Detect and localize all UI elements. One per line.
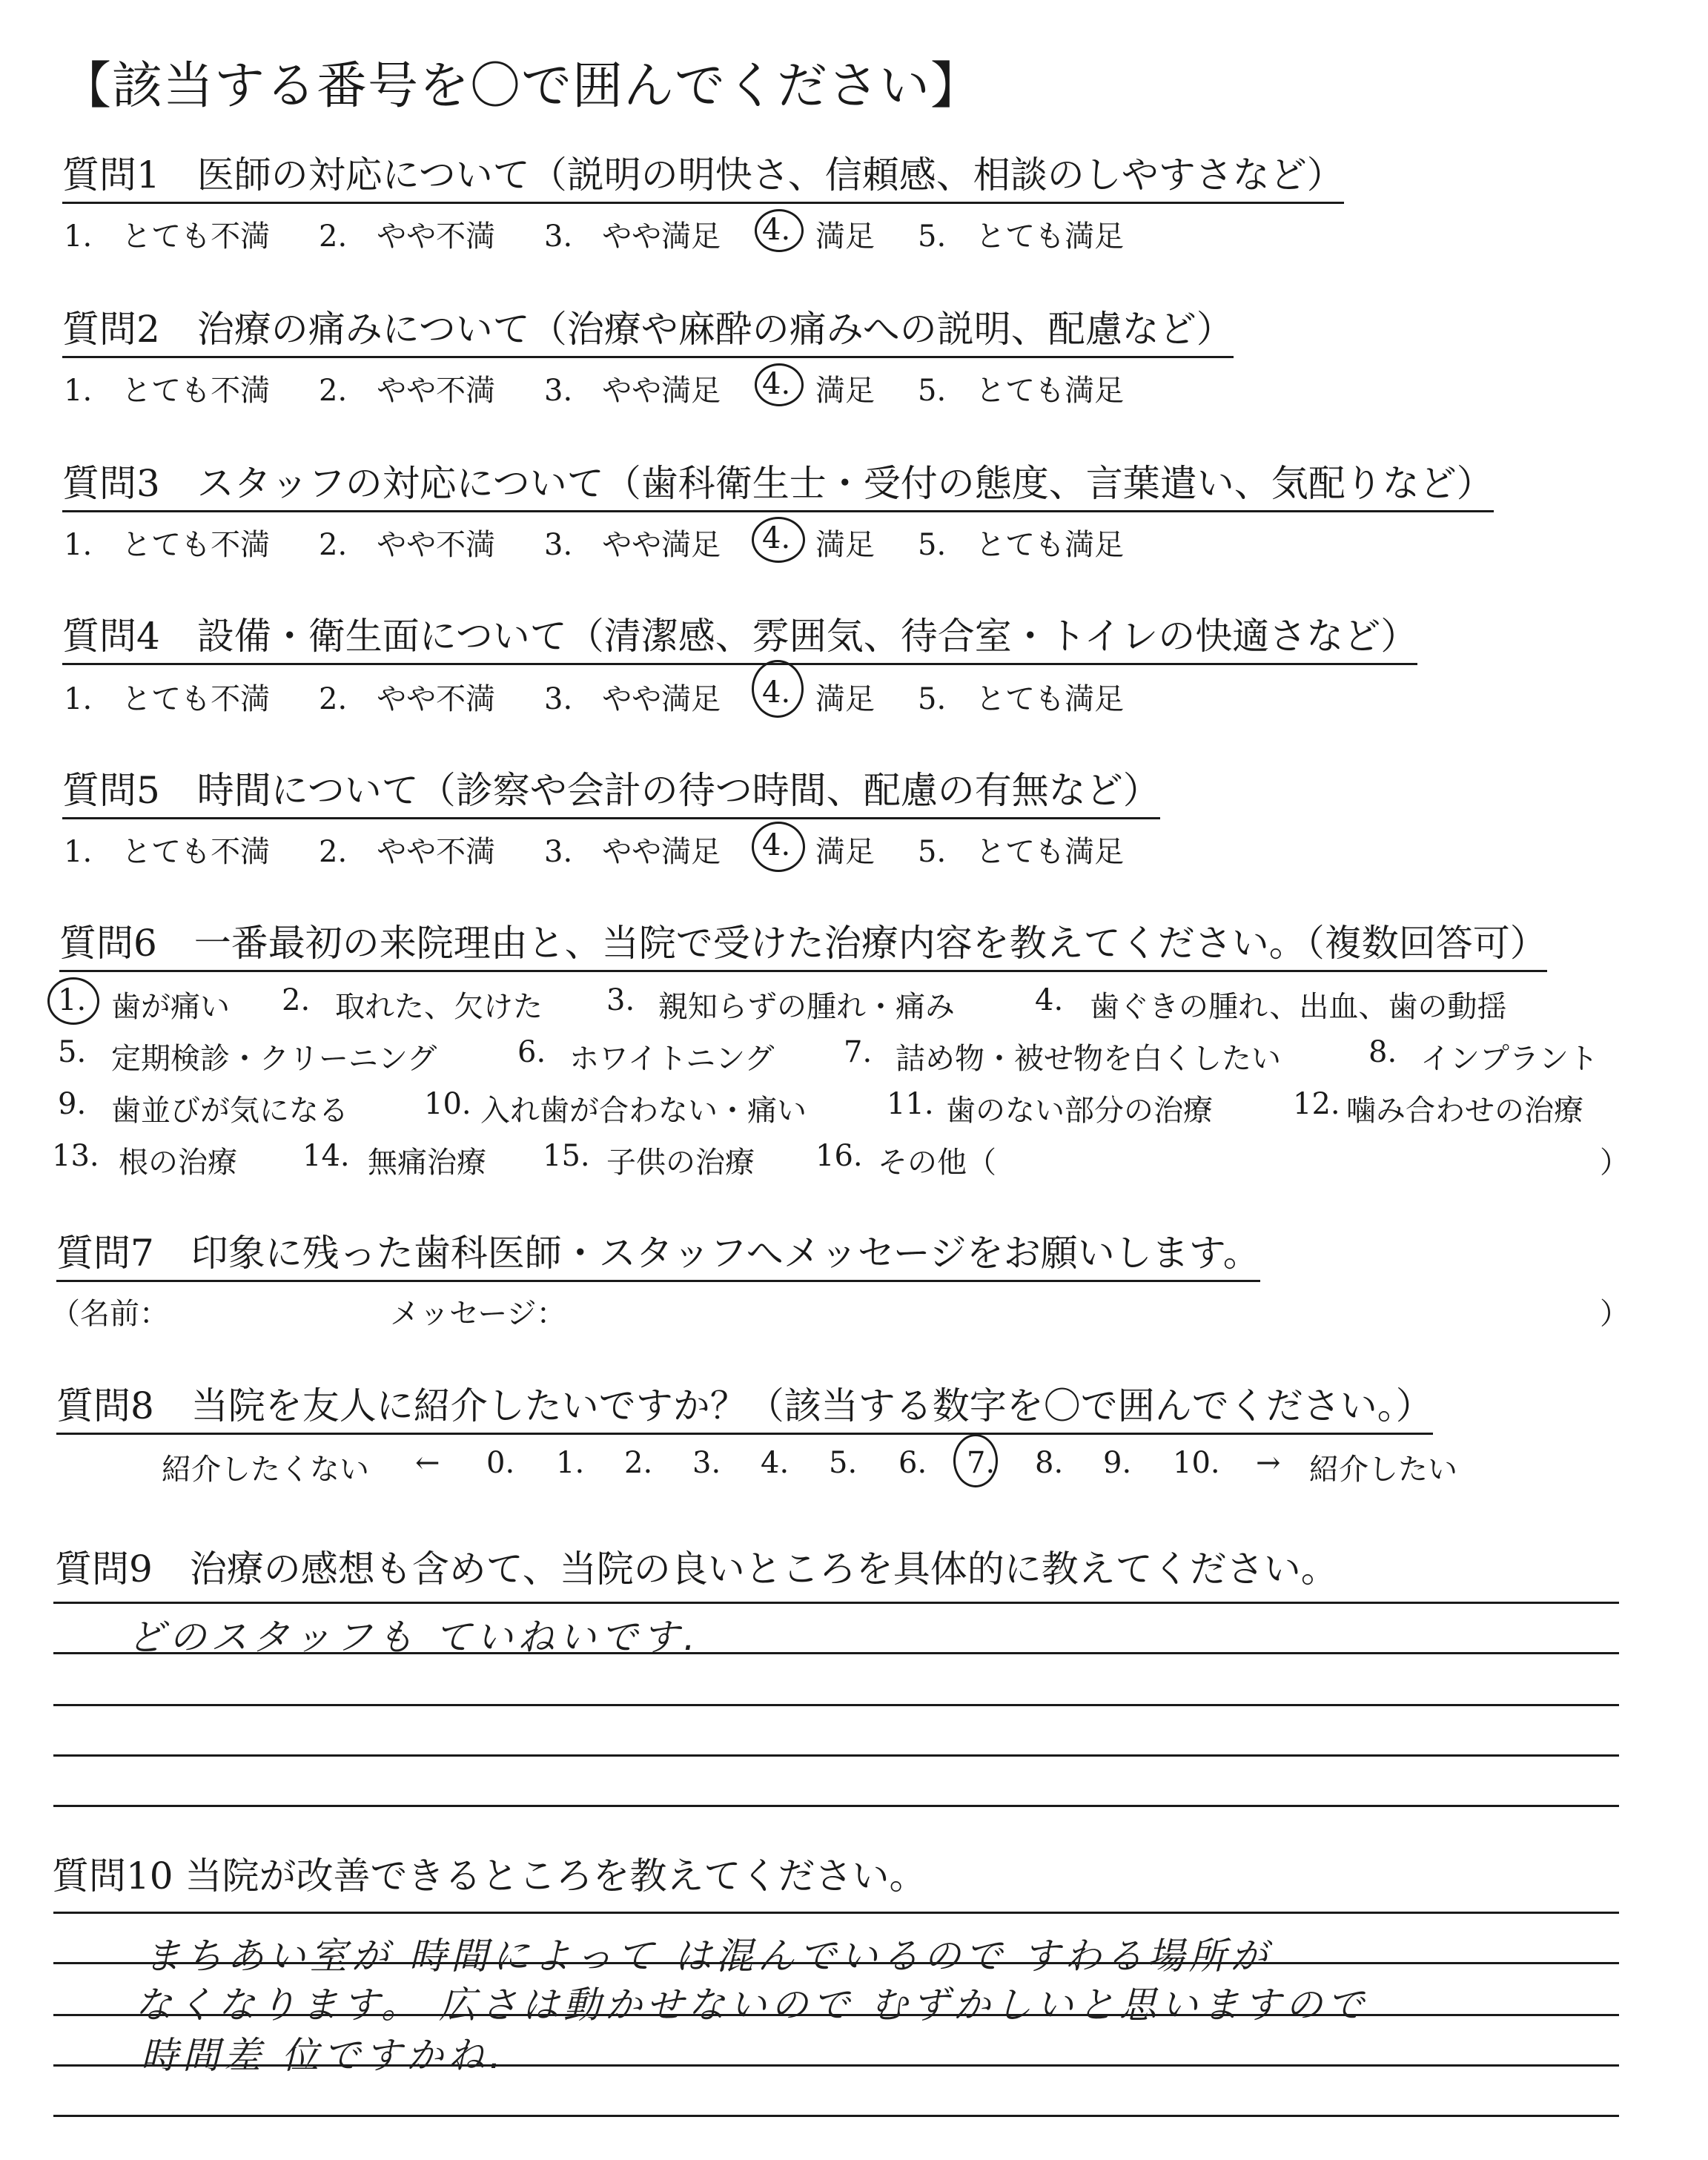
q4-selected-circle <box>752 660 804 718</box>
q6-selected-circle-1 <box>47 977 99 1025</box>
q5-option-4-label[interactable]: 満足 <box>815 835 875 869</box>
q6-num-14[interactable]: 14. <box>302 1139 350 1173</box>
q3-option-5[interactable]: 5. とても満足 <box>918 528 1125 562</box>
q6-label-6[interactable]: ホワイトニング <box>569 1042 775 1076</box>
q3-option-1[interactable]: 1. とても不満 <box>64 528 271 562</box>
q8-right-arrow: → <box>1256 1446 1281 1480</box>
q8-scale-8[interactable]: 8. <box>1035 1446 1064 1480</box>
q4-option-4-label[interactable]: 満足 <box>815 682 875 716</box>
q4-option-3[interactable]: 3. やや満足 <box>544 682 721 716</box>
q8-scale-5[interactable]: 5. <box>829 1446 858 1480</box>
q6-num-9[interactable]: 9. <box>58 1087 87 1121</box>
q8-scale-9[interactable]: 9. <box>1103 1446 1132 1480</box>
q6-num-13[interactable]: 13. <box>52 1139 99 1173</box>
q7-message-label: メッセージ： <box>390 1297 566 1331</box>
question-5-title: 質問5 時間について（診察や会計の待つ時間、配慮の有無など） <box>62 770 1160 819</box>
q1-option-4-number[interactable]: 4. <box>762 213 791 247</box>
q5-option-3[interactable]: 3. やや満足 <box>544 835 721 869</box>
q1-selected-circle <box>755 209 804 252</box>
q6-label-13[interactable]: 根の治療 <box>119 1146 237 1180</box>
q6-num-2[interactable]: 2. <box>282 983 311 1017</box>
q6-label-11[interactable]: 歯のない部分の治療 <box>946 1094 1213 1128</box>
q2-option-5[interactable]: 5. とても満足 <box>918 374 1125 408</box>
q6-num-7[interactable]: 7. <box>844 1035 873 1069</box>
q6-label-4[interactable]: 歯ぐきの腫れ、出血、歯の動揺 <box>1090 990 1507 1024</box>
q10-handwritten-line-3[interactable]: 時間差 位ですかね. <box>141 2034 506 2077</box>
q2-option-4-number[interactable]: 4. <box>762 367 791 401</box>
question-4-title: 質問4 設備・衛生面について（清潔感、雰囲気、待合室・トイレの快適さなど） <box>62 615 1417 665</box>
q8-left-label: 紹介したくない <box>162 1453 369 1487</box>
q2-option-4-label[interactable]: 満足 <box>815 374 875 408</box>
q3-option-3[interactable]: 3. やや満足 <box>544 528 721 562</box>
q6-label-8[interactable]: インプラント <box>1420 1042 1598 1076</box>
q4-option-4-number[interactable]: 4. <box>762 676 791 710</box>
q6-num-8[interactable]: 8. <box>1368 1035 1397 1069</box>
q6-num-10[interactable]: 10. <box>424 1087 471 1121</box>
q8-scale-10[interactable]: 10. <box>1173 1446 1220 1480</box>
q2-selected-circle <box>755 363 804 406</box>
q9-handwritten-answer[interactable]: どのスタッフも ていねいです. <box>128 1616 700 1659</box>
q5-option-4-number[interactable]: 4. <box>762 828 791 862</box>
q6-num-1[interactable]: 1. <box>58 983 87 1017</box>
q1-option-2[interactable]: 2. やや不満 <box>319 219 496 254</box>
question-2-title: 質問2 治療の痛みについて（治療や麻酔の痛みへの説明、配慮など） <box>62 308 1234 358</box>
q9-answer-line-4 <box>53 1754 1619 1757</box>
q3-option-4-number[interactable]: 4. <box>762 521 791 555</box>
q2-option-3[interactable]: 3. やや満足 <box>544 374 721 408</box>
q5-option-1[interactable]: 1. とても不満 <box>64 835 271 869</box>
q1-option-1[interactable]: 1. とても不満 <box>64 219 271 254</box>
q8-scale-0[interactable]: 0. <box>486 1446 515 1480</box>
q2-option-2[interactable]: 2. やや不満 <box>319 374 496 408</box>
question-7-title: 質問7 印象に残った歯科医師・スタッフへメッセージをお願いします。 <box>56 1232 1260 1282</box>
q6-label-3[interactable]: 親知らずの腫れ・痛み <box>658 990 955 1024</box>
q8-scale-2[interactable]: 2. <box>624 1446 653 1480</box>
q8-scale-1[interactable]: 1. <box>556 1446 585 1480</box>
q4-option-1[interactable]: 1. とても不満 <box>64 682 271 716</box>
q8-left-arrow: ← <box>415 1446 440 1480</box>
q8-scale-6[interactable]: 6. <box>898 1446 927 1480</box>
q7-name-label: （名前： <box>50 1297 169 1331</box>
q3-option-2[interactable]: 2. やや不満 <box>319 528 496 562</box>
q6-num-3[interactable]: 3. <box>606 983 635 1017</box>
q6-num-6[interactable]: 6. <box>517 1035 546 1069</box>
q10-answer-line-5 <box>53 2115 1619 2117</box>
q8-selected-circle <box>953 1434 998 1487</box>
q6-num-12[interactable]: 12. <box>1293 1087 1340 1121</box>
q10-handwritten-line-2[interactable]: なくなります。 広さは動かせないので むずかしいと思いますので <box>135 1984 1368 2027</box>
q10-answer-line-1 <box>53 1912 1619 1914</box>
q6-label-16[interactable]: その他（ <box>878 1146 996 1180</box>
q8-scale-4[interactable]: 4. <box>761 1446 790 1480</box>
q5-option-5[interactable]: 5. とても満足 <box>918 835 1125 869</box>
q8-scale-7[interactable]: 7. <box>967 1446 996 1480</box>
q6-label-7[interactable]: 詰め物・被せ物を白くしたい <box>896 1042 1281 1076</box>
question-1-title: 質問1 医師の対応について（説明の明快さ、信頼感、相談のしやすさなど） <box>62 154 1344 204</box>
question-6-title: 質問6 一番最初の来院理由と、当院で受けた治療内容を教えてください。（複数回答可） <box>59 922 1547 972</box>
q4-option-2[interactable]: 2. やや不満 <box>319 682 496 716</box>
q6-num-11[interactable]: 11. <box>887 1087 934 1121</box>
q10-handwritten-line-1[interactable]: まちあい室が 時間によって は混んでいるので すわる場所が <box>144 1935 1272 1978</box>
q6-label-1[interactable]: 歯が痛い <box>111 990 230 1024</box>
survey-title: 【該当する番号を〇で囲んでください】 <box>61 57 982 116</box>
q8-right-label: 紹介したい <box>1309 1453 1457 1487</box>
q6-num-5[interactable]: 5. <box>58 1035 87 1069</box>
q6-other-close-paren: ） <box>1600 1146 1629 1180</box>
q6-num-15[interactable]: 15. <box>543 1139 590 1173</box>
question-10-title: 質問10 当院が改善できるところを教えてください。 <box>52 1855 927 1898</box>
question-8-title: 質問8 当院を友人に紹介したいですか？（該当する数字を〇で囲んでください。） <box>56 1385 1433 1435</box>
q5-option-2[interactable]: 2. やや不満 <box>319 835 496 869</box>
q6-label-2[interactable]: 取れた、欠けた <box>335 990 543 1024</box>
q3-option-4-label[interactable]: 満足 <box>815 528 875 562</box>
q9-answer-line-1 <box>53 1602 1619 1604</box>
q6-label-9[interactable]: 歯並びが気になる <box>111 1094 348 1128</box>
q8-scale-3[interactable]: 3. <box>692 1446 721 1480</box>
q1-option-4-label[interactable]: 満足 <box>815 219 875 254</box>
q1-option-5[interactable]: 5. とても満足 <box>918 219 1125 254</box>
q6-label-14[interactable]: 無痛治療 <box>368 1146 486 1180</box>
q9-answer-line-3 <box>53 1704 1619 1706</box>
q3-selected-circle <box>752 517 805 563</box>
q6-num-4[interactable]: 4. <box>1035 983 1064 1017</box>
question-3-title: 質問3 スタッフの対応について（歯科衛生士・受付の態度、言葉遣い、気配りなど） <box>62 463 1494 512</box>
q6-label-10[interactable]: 入れ歯が合わない・痛い <box>480 1094 807 1128</box>
q9-answer-line-5 <box>53 1805 1619 1807</box>
q6-label-5[interactable]: 定期検診・クリーニング <box>111 1042 437 1076</box>
q6-label-15[interactable]: 子供の治療 <box>606 1146 755 1180</box>
question-9-title: 質問9 治療の感想も含めて、当院の良いところを具体的に教えてください。 <box>55 1548 1338 1591</box>
q1-option-3[interactable]: 3. やや満足 <box>544 219 721 254</box>
q5-selected-circle <box>752 822 805 872</box>
q4-option-5[interactable]: 5. とても満足 <box>918 682 1125 716</box>
q7-close-paren: ） <box>1600 1297 1629 1331</box>
q2-option-1[interactable]: 1. とても不満 <box>64 374 271 408</box>
q6-label-12[interactable]: 噛み合わせの治療 <box>1346 1094 1583 1128</box>
q6-num-16[interactable]: 16. <box>815 1139 863 1173</box>
